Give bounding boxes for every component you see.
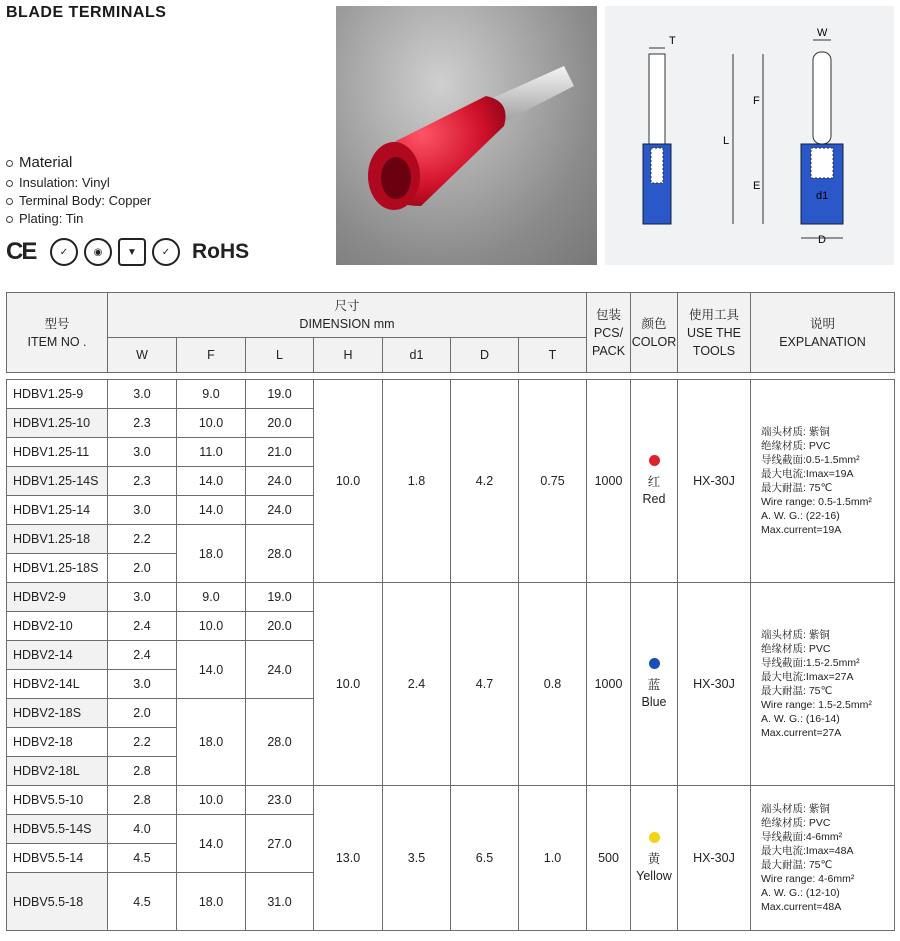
cell-f: 11.0 <box>177 438 246 467</box>
cell-t: 1.0 <box>519 786 587 931</box>
label-f: F <box>753 95 760 107</box>
label-l: L <box>723 135 730 147</box>
header-h: H <box>314 338 383 373</box>
cell-explanation: 端头材质: 紫铜 绝缘材质: PVC 导线截面:1.5-2.5mm² 最大电流:Imax=27A 最大耐温: 75℃ Wire range: 1.5-2.5mm² A. W. G.: (16-14) Max.current=27A <box>751 583 895 786</box>
cell-l: 20.0 <box>246 612 314 641</box>
header-l: L <box>246 338 314 373</box>
label-t: T <box>669 35 676 47</box>
yellow-dot-icon <box>649 832 660 843</box>
cell-d1: 1.8 <box>383 380 451 583</box>
cell-t: 0.8 <box>519 583 587 786</box>
item-no: HDBV2-18L <box>7 757 108 786</box>
cell-tool: HX-30J <box>678 786 751 931</box>
ce-mark-icon: CE <box>6 238 36 265</box>
bullet-icon <box>6 180 13 187</box>
item-no: HDBV5.5-14 <box>7 844 108 873</box>
item-no: HDBV2-18 <box>7 728 108 757</box>
technical-drawing-svg <box>605 6 894 265</box>
item-no: HDBV5.5-14S <box>7 815 108 844</box>
cell-explanation: 端头材质: 紫铜 绝缘材质: PVC 导线截面:0.5-1.5mm² 最大电流:Imax=19A 最大耐温: 75℃ Wire range: 0.5-1.5mm² A. W. G.: (22-16) Max.current=19A <box>751 380 895 583</box>
item-no: HDBV1.25-9 <box>7 380 108 409</box>
header-d: D <box>451 338 519 373</box>
sgs-cert-icon: ✓ <box>152 238 180 266</box>
cell-t: 0.75 <box>519 380 587 583</box>
cell-w: 2.2 <box>108 728 177 757</box>
cell-h: 13.0 <box>314 786 383 931</box>
cell-pcs: 1000 <box>587 380 631 583</box>
cell-l: 23.0 <box>246 786 314 815</box>
cell-f: 10.0 <box>177 409 246 438</box>
table-row <box>7 380 895 409</box>
cell-w: 2.4 <box>108 612 177 641</box>
cell-f: 18.0 <box>177 873 246 931</box>
cell-f: 18.0 <box>177 525 246 583</box>
item-no: HDBV1.25-10 <box>7 409 108 438</box>
material-heading: Material <box>6 154 151 172</box>
cell-w: 2.3 <box>108 409 177 438</box>
cell-d1: 3.5 <box>383 786 451 931</box>
header-tools: 使用工具 USE THE TOOLS <box>678 293 751 373</box>
red-dot-icon <box>649 455 660 466</box>
technical-drawing <box>605 6 894 265</box>
cell-l: 24.0 <box>246 641 314 699</box>
cell-f: 10.0 <box>177 786 246 815</box>
certification-logos <box>6 238 249 266</box>
cell-l: 28.0 <box>246 525 314 583</box>
cell-d: 4.7 <box>451 583 519 786</box>
cell-w: 2.8 <box>108 786 177 815</box>
cell-w: 3.0 <box>108 496 177 525</box>
cell-w: 3.0 <box>108 583 177 612</box>
cell-l: 19.0 <box>246 583 314 612</box>
item-no: HDBV1.25-14S <box>7 467 108 496</box>
cell-f: 9.0 <box>177 380 246 409</box>
item-no: HDBV1.25-18 <box>7 525 108 554</box>
header-explanation: 说明 EXPLANATION <box>751 293 895 373</box>
label-d1: d1 <box>816 190 829 202</box>
item-no: HDBV2-18S <box>7 699 108 728</box>
cell-f: 14.0 <box>177 467 246 496</box>
cell-pcs: 500 <box>587 786 631 931</box>
material-list <box>6 154 151 228</box>
header-row <box>7 293 895 338</box>
header-t: T <box>519 338 587 373</box>
cell-color: 蓝 Blue <box>631 583 678 786</box>
cell-w: 2.0 <box>108 554 177 583</box>
label-w: W <box>817 27 828 39</box>
cell-w: 4.5 <box>108 844 177 873</box>
cell-f: 9.0 <box>177 583 246 612</box>
side-blade <box>649 54 665 144</box>
item-no: HDBV1.25-14 <box>7 496 108 525</box>
cell-tool: HX-30J <box>678 583 751 786</box>
page-title: BLADE TERMINALS <box>6 4 167 21</box>
item-no: HDBV2-14L <box>7 670 108 699</box>
cell-w: 2.0 <box>108 699 177 728</box>
item-no: HDBV2-10 <box>7 612 108 641</box>
product-photo <box>336 6 597 265</box>
cell-w: 2.3 <box>108 467 177 496</box>
cell-f: 14.0 <box>177 641 246 699</box>
cell-l: 20.0 <box>246 409 314 438</box>
table-row <box>7 786 895 815</box>
header-w: W <box>108 338 177 373</box>
cell-l: 24.0 <box>246 496 314 525</box>
label-e: E <box>753 180 761 192</box>
header-d1: d1 <box>383 338 451 373</box>
shield-cert-icon: ▼ <box>118 238 146 266</box>
cell-l: 31.0 <box>246 873 314 931</box>
item-no: HDBV5.5-10 <box>7 786 108 815</box>
header-dimension: 尺寸 DIMENSION mm <box>108 293 587 338</box>
cell-w: 2.4 <box>108 641 177 670</box>
header-item: 型号 ITEM NO . <box>7 293 108 373</box>
rohs-logo: RoHS <box>192 240 250 263</box>
cell-h: 10.0 <box>314 380 383 583</box>
bullet-icon <box>6 160 13 167</box>
bullet-icon <box>6 198 13 205</box>
material-item: Terminal Body: Copper <box>6 192 151 210</box>
cell-w: 4.0 <box>108 815 177 844</box>
cell-d: 4.2 <box>451 380 519 583</box>
cell-w: 3.0 <box>108 380 177 409</box>
product-photo-svg <box>336 6 597 265</box>
blue-dot-icon <box>649 658 660 669</box>
cell-w: 2.8 <box>108 757 177 786</box>
cell-l: 24.0 <box>246 467 314 496</box>
material-item: Plating: Tin <box>6 210 151 228</box>
cell-l: 28.0 <box>246 699 314 786</box>
cell-l: 19.0 <box>246 380 314 409</box>
item-no: HDBV2-9 <box>7 583 108 612</box>
header-f: F <box>177 338 246 373</box>
cell-f: 10.0 <box>177 612 246 641</box>
cell-w: 4.5 <box>108 873 177 931</box>
cell-pcs: 1000 <box>587 583 631 786</box>
front-blade <box>813 52 831 144</box>
cell-color: 红 Red <box>631 380 678 583</box>
label-d: D <box>818 234 826 246</box>
header-pcs: 包装 PCS/ PACK <box>587 293 631 373</box>
cell-w: 3.0 <box>108 670 177 699</box>
cell-d: 6.5 <box>451 786 519 931</box>
cell-l: 21.0 <box>246 438 314 467</box>
table-row <box>7 583 895 612</box>
cell-explanation: 端头材质: 紫铜 绝缘材质: PVC 导线截面:4-6mm² 最大电流:Imax=48A 最大耐温: 75℃ Wire range: 4-6mm² A. W. G.: (12-10) Max.current=48A <box>751 786 895 931</box>
check-cert-icon: ✓ <box>50 238 78 266</box>
cell-w: 2.2 <box>108 525 177 554</box>
material-item: Insulation: Vinyl <box>6 174 151 192</box>
cell-tool: HX-30J <box>678 380 751 583</box>
cell-color: 黄 Yellow <box>631 786 678 931</box>
header-color: 颜色 COLOR <box>631 293 678 373</box>
item-no: HDBV5.5-18 <box>7 873 108 931</box>
item-no: HDBV2-14 <box>7 641 108 670</box>
item-no: HDBV1.25-18S <box>7 554 108 583</box>
item-no: HDBV1.25-11 <box>7 438 108 467</box>
cell-w: 3.0 <box>108 438 177 467</box>
cell-f: 14.0 <box>177 815 246 873</box>
cell-f: 18.0 <box>177 699 246 786</box>
cell-h: 10.0 <box>314 583 383 786</box>
cell-l: 27.0 <box>246 815 314 873</box>
bullet-icon <box>6 216 13 223</box>
cell-f: 14.0 <box>177 496 246 525</box>
ul-cert-icon: ◉ <box>84 238 112 266</box>
cell-d1: 2.4 <box>383 583 451 786</box>
spec-table <box>6 292 895 931</box>
